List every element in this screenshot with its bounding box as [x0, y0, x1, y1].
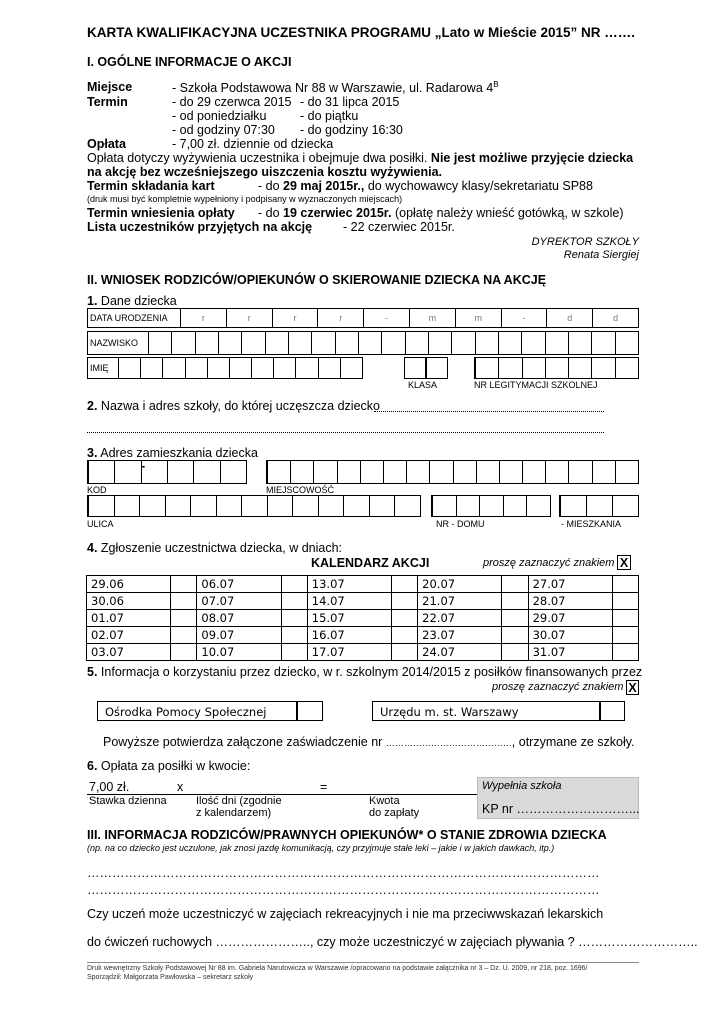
- miejsce-value: - Szkoła Podstawowa Nr 88 w Warszawie, ul. Radarowa $4^B$: [172, 80, 499, 96]
- postal-code-cell[interactable]: [220, 461, 246, 483]
- calendar-checkbox[interactable]: [171, 610, 197, 627]
- student-id-cell[interactable]: [615, 358, 638, 378]
- street-cell[interactable]: [394, 496, 420, 516]
- calendar-checkbox[interactable]: [391, 644, 417, 661]
- house-number-row[interactable]: [431, 495, 551, 517]
- birth-date-cell[interactable]: r: [226, 309, 272, 327]
- first-name-cell[interactable]: [340, 358, 362, 378]
- class-box-2[interactable]: [426, 357, 448, 379]
- school-address-line[interactable]: [87, 432, 604, 433]
- city-cell[interactable]: [615, 461, 638, 483]
- apartment-cell[interactable]: [586, 496, 612, 516]
- first-name-cell[interactable]: [140, 358, 162, 378]
- student-id-cell[interactable]: [568, 358, 591, 378]
- surname-cell[interactable]: [335, 332, 358, 354]
- surname-cell[interactable]: [358, 332, 381, 354]
- birth-date-cell[interactable]: -: [363, 309, 409, 327]
- termin-from-date: - do 29 czerwca 2015: [172, 95, 292, 109]
- calendar-checkbox[interactable]: [171, 576, 197, 593]
- surname-cell[interactable]: [265, 332, 288, 354]
- calendar-date: 07.07: [197, 593, 281, 610]
- postal-code-cell[interactable]: [88, 461, 114, 483]
- q6-label: 6. Opłata za posiłki w kwocie:: [87, 759, 251, 773]
- city-cell[interactable]: [476, 461, 499, 483]
- termin-to-day: - do piątku: [300, 109, 359, 123]
- termin-to-date: - do 31 lipca 2015: [300, 95, 400, 109]
- footer-divider: [87, 962, 639, 963]
- first-name-cell[interactable]: [318, 358, 340, 378]
- surname-row[interactable]: [87, 331, 639, 355]
- calendar-date: 01.07: [87, 610, 171, 627]
- oplata-note-2: na akcję bez wcześniejszego uiszczenia kosztu wyżywienia.: [87, 165, 442, 179]
- surname-cell[interactable]: [195, 332, 218, 354]
- city-cell[interactable]: [406, 461, 429, 483]
- city-cell[interactable]: [360, 461, 383, 483]
- surname-cell[interactable]: [218, 332, 241, 354]
- equals-sign: =: [320, 780, 328, 794]
- surname-cell[interactable]: [241, 332, 264, 354]
- postal-code-row[interactable]: [87, 460, 247, 484]
- class-box-1[interactable]: [404, 357, 426, 379]
- first-name-cell[interactable]: [295, 358, 317, 378]
- certificate-number-field[interactable]: ……………………………………: [385, 738, 512, 748]
- first-name-cell[interactable]: [273, 358, 295, 378]
- apartment-row[interactable]: [559, 495, 639, 517]
- daily-rate-value: 7,00 zł.: [89, 780, 130, 794]
- calendar-checkbox[interactable]: [171, 644, 197, 661]
- termin-oplaty-label: Termin wniesienia opłaty: [87, 206, 235, 220]
- surname-label: NAZWISKO: [90, 338, 139, 348]
- surname-cell[interactable]: [171, 332, 194, 354]
- calendar-checkbox[interactable]: [612, 576, 638, 593]
- surname-cell[interactable]: [405, 332, 428, 354]
- calendar-date: 22.07: [418, 610, 502, 627]
- postal-code-dash: -: [141, 459, 146, 473]
- calendar-checkbox[interactable]: [281, 610, 307, 627]
- student-id-cell[interactable]: [545, 358, 568, 378]
- calendar-checkbox[interactable]: [391, 576, 417, 593]
- surname-cell[interactable]: [615, 332, 638, 354]
- health-info-line-2[interactable]: ……………………………………………………………………………………………………………: [87, 883, 600, 897]
- calendar-date: 30.07: [528, 627, 612, 644]
- street-cell[interactable]: [343, 496, 369, 516]
- karta-note: (druk musi być kompletnie wypełniony i podpisany w wyznaczonych miejscach): [87, 194, 403, 204]
- lista-value: - 22 czerwiec 2015r.: [343, 220, 455, 234]
- lista-label: Lista uczestników przyjętych na akcję: [87, 220, 313, 234]
- city-cell[interactable]: [522, 461, 545, 483]
- calendar-date: 28.07: [528, 593, 612, 610]
- city-cell[interactable]: [499, 461, 522, 483]
- q5-mark-hint: proszę zaznaczyć znakiem: [492, 681, 624, 693]
- calendar-date: 31.07: [528, 644, 612, 661]
- q3-label: 3. Adres zamieszkania dziecka: [87, 446, 258, 460]
- street-cell[interactable]: [88, 496, 114, 516]
- calendar-row: [87, 644, 639, 661]
- surname-cell[interactable]: [591, 332, 614, 354]
- house-number-cell[interactable]: [479, 496, 503, 516]
- calendar-date: 08.07: [197, 610, 281, 627]
- first-name-cell[interactable]: [162, 358, 184, 378]
- city-cell[interactable]: [568, 461, 591, 483]
- calendar-date: 21.07: [418, 593, 502, 610]
- calendar-table: [86, 575, 639, 661]
- calendar-date: 13.07: [307, 576, 391, 593]
- certificate-line: Powyższe potwierdza załączone zaświadczenie nr ……………………………………, otrzymane ze szkoły.: [103, 735, 635, 749]
- termin-to-hour: - do godziny 16:30: [300, 123, 403, 137]
- calendar-date: 29.06: [87, 576, 171, 593]
- calendar-date: 17.07: [307, 644, 391, 661]
- miejsce-label: Miejsce: [87, 80, 133, 94]
- city-cell[interactable]: [545, 461, 568, 483]
- ops-option: [97, 701, 297, 721]
- calendar-checkbox[interactable]: [391, 593, 417, 610]
- house-number-cell[interactable]: [432, 496, 456, 516]
- q4-label: 4. Zgłoszenie uczestnictwa dziecka, w dniach:: [87, 541, 343, 555]
- receipt-number: KP nr ………………………...: [482, 802, 640, 816]
- termin-from-day: - od poniedziałku: [172, 109, 267, 123]
- birth-date-cell[interactable]: r: [272, 309, 318, 327]
- calendar-date: 02.07: [87, 627, 171, 644]
- termin-label: Termin: [87, 95, 128, 109]
- calendar-row: [87, 627, 639, 644]
- exercise-question-2: do ćwiczeń ruchowych ………………….., czy może uczestniczyć w zajęciach pływania ? ………………………..: [87, 935, 698, 949]
- birth-date-cell[interactable]: r: [317, 309, 363, 327]
- calendar-date: 06.07: [197, 576, 281, 593]
- school-fill-label: Wypełnia szkoła: [482, 780, 562, 792]
- student-id-cell[interactable]: [522, 358, 545, 378]
- dyrektor-title: DYREKTOR SZKOŁY: [531, 236, 639, 248]
- urzad-checkbox[interactable]: [600, 701, 625, 721]
- surname-cell[interactable]: [521, 332, 544, 354]
- student-id-cell[interactable]: [475, 358, 498, 378]
- calendar-checkbox[interactable]: [612, 610, 638, 627]
- dyrektor-name: Renata Siergiej: [563, 249, 639, 261]
- birth-date-cell[interactable]: r: [180, 309, 226, 327]
- first-name-cell[interactable]: [185, 358, 207, 378]
- first-name-cell[interactable]: [229, 358, 251, 378]
- city-cell[interactable]: [453, 461, 476, 483]
- birth-date-label: DATA URODZENIA: [90, 313, 168, 323]
- city-cell[interactable]: [592, 461, 615, 483]
- termin-from-hour: - od godziny 07:30: [172, 123, 275, 137]
- school-fill-box: [477, 777, 639, 819]
- first-name-cell[interactable]: [118, 358, 140, 378]
- section-3-note: (np. na co dziecko jest uczulone, jak znosi jazdę komunikacją, czy przyjmuje stałe leki – jakie i w jakich dawkach, itp.): [87, 843, 555, 853]
- calendar-x-mark: X: [617, 555, 631, 570]
- calendar-date: 10.07: [197, 644, 281, 661]
- calendar-checkbox[interactable]: [502, 593, 528, 610]
- apartment-cell[interactable]: [560, 496, 586, 516]
- termin-kart-row: Termin składania kart: [87, 179, 215, 193]
- section-3-heading: III. INFORMACJA RODZICÓW/PRAWNYCH OPIEKUNÓW* O STANIE ZDROWIA DZIECKA: [87, 828, 607, 842]
- ops-checkbox[interactable]: [297, 701, 323, 721]
- surname-cell[interactable]: [568, 332, 591, 354]
- calendar-checkbox[interactable]: [281, 593, 307, 610]
- oplata-note-1: Opłata dotyczy wyżywienia uczestnika i obejmuje dwa posiłki. Nie jest możliwe przyjęcie dziecka: [87, 151, 634, 165]
- days-count-label-1: Ilość dni (zgodnie: [196, 795, 282, 807]
- calendar-row: [87, 610, 639, 627]
- first-name-cell[interactable]: [207, 358, 229, 378]
- apartment-cell[interactable]: [612, 496, 638, 516]
- student-id-cell[interactable]: [591, 358, 614, 378]
- city-row[interactable]: [266, 460, 639, 484]
- calendar-checkbox[interactable]: [612, 627, 638, 644]
- calendar-checkbox[interactable]: [171, 627, 197, 644]
- total-label-1: Kwota: [369, 795, 400, 807]
- calendar-checkbox[interactable]: [281, 644, 307, 661]
- oplata-label: Opłata: [87, 137, 126, 151]
- section-1-heading: I. OGÓLNE INFORMACJE O AKCJI: [87, 55, 292, 69]
- street-cell[interactable]: [114, 496, 140, 516]
- surname-cell[interactable]: [498, 332, 521, 354]
- city-label: MIEJSCOWOŚĆ: [266, 485, 335, 495]
- city-cell[interactable]: [313, 461, 336, 483]
- calendar-date: 09.07: [197, 627, 281, 644]
- health-info-line-1[interactable]: ……………………………………………………………………………………………………………: [87, 866, 600, 880]
- city-cell[interactable]: [290, 461, 313, 483]
- calendar-date: 27.07: [528, 576, 612, 593]
- street-label: ULICA: [87, 519, 114, 529]
- q2-label: 2. Nazwa i adres szkoły, do której uczęszcza dziecko: [87, 399, 380, 413]
- street-cell[interactable]: [241, 496, 267, 516]
- calendar-date: 20.07: [418, 576, 502, 593]
- calendar-checkbox[interactable]: [502, 576, 528, 593]
- urzad-label: Urzędu m. st. Warszawy: [380, 705, 519, 719]
- total-label-2: do zapłaty: [369, 807, 420, 819]
- footer-line-2: Sporządził: Małgorzata Pawłowska – sekretarz szkoły: [87, 974, 254, 981]
- city-cell[interactable]: [383, 461, 406, 483]
- student-id-cell[interactable]: [498, 358, 521, 378]
- ops-label: Ośrodka Pomocy Społecznej: [105, 705, 267, 719]
- calendar-checkbox[interactable]: [391, 610, 417, 627]
- calendar-checkbox[interactable]: [171, 593, 197, 610]
- multiply-sign: x: [177, 780, 184, 794]
- exercise-question-1: Czy uczeń może uczestniczyć w zajęciach rekreacyjnych i nie ma przeciwwskazań lekarskich: [87, 907, 604, 921]
- postal-code-cell[interactable]: [114, 461, 140, 483]
- surname-cell[interactable]: [311, 332, 334, 354]
- street-cell[interactable]: [216, 496, 242, 516]
- calendar-checkbox[interactable]: [502, 627, 528, 644]
- calendar-checkbox[interactable]: [502, 610, 528, 627]
- calendar-checkbox[interactable]: [612, 593, 638, 610]
- birth-date-cell[interactable]: m: [455, 309, 501, 327]
- postal-code-cell[interactable]: [193, 461, 219, 483]
- birth-date-row: [87, 308, 639, 328]
- calendar-date: 14.07: [307, 593, 391, 610]
- street-cell[interactable]: [292, 496, 318, 516]
- calendar-row: [87, 576, 639, 593]
- student-id-label: NR LEGITYMACJI SZKOLNEJ: [474, 380, 598, 390]
- days-count-label-2: z kalendarzem): [196, 807, 272, 819]
- calendar-checkbox[interactable]: [612, 644, 638, 661]
- birth-date-cell[interactable]: d: [592, 309, 638, 327]
- calendar-title: KALENDARZ AKCJI: [311, 556, 430, 570]
- q1-label: 1. Dane dziecka: [87, 294, 177, 308]
- student-id-row[interactable]: [474, 357, 639, 379]
- surname-cell[interactable]: [475, 332, 498, 354]
- calendar-date: 30.06: [87, 593, 171, 610]
- postal-code-label: KOD: [87, 485, 107, 495]
- section-2-heading: II. WNIOSEK RODZICÓW/OPIEKUNÓW O SKIEROWANIE DZIECKA NA AKCJĘ: [87, 273, 547, 287]
- surname-cell[interactable]: [451, 332, 474, 354]
- calendar-checkbox[interactable]: [502, 644, 528, 661]
- calendar-date: 23.07: [418, 627, 502, 644]
- calendar-date: 29.07: [528, 610, 612, 627]
- calendar-mark-hint: proszę zaznaczyć znakiem: [483, 557, 615, 569]
- calendar-date: 03.07: [87, 644, 171, 661]
- school-name-line[interactable]: [374, 411, 604, 412]
- calendar-checkbox[interactable]: [281, 627, 307, 644]
- class-label: KLASA: [408, 380, 438, 390]
- surname-cell[interactable]: [545, 332, 568, 354]
- document-title: KARTA KWALIFIKACYJNA UCZESTNIKA PROGRAMU „Lato w Mieście 2015” NR …….: [87, 25, 636, 40]
- apartment-label: - MIESZKANIA: [561, 519, 622, 529]
- birth-date-cell[interactable]: -: [501, 309, 547, 327]
- calendar-checkbox[interactable]: [391, 627, 417, 644]
- street-cell[interactable]: [267, 496, 293, 516]
- termin-kart-value: - do 29 maj 2015r., do wychowawcy klasy/sekretariatu SP88: [258, 179, 593, 193]
- daily-rate-label: Stawka dzienna: [89, 795, 167, 807]
- house-number-cell[interactable]: [503, 496, 527, 516]
- first-name-row[interactable]: [87, 357, 363, 379]
- calendar-date: 24.07: [418, 644, 502, 661]
- birth-date-cell[interactable]: m: [409, 309, 455, 327]
- oplata-value: - 7,00 zł. dziennie od dziecka: [172, 137, 334, 151]
- street-cell[interactable]: [369, 496, 395, 516]
- q5-x-mark: X: [626, 680, 639, 695]
- street-cell[interactable]: [165, 496, 191, 516]
- birth-date-cell[interactable]: d: [546, 309, 592, 327]
- first-name-label: IMIĘ: [90, 363, 109, 373]
- house-number-label: NR - DOMU: [436, 519, 485, 529]
- footer-line-1: Druk wewnętrzny Szkoły Podstawowej Nr 88 im. Gabriela Narutowicza w Warszawie /opracowano na podstawie załącznika nr 3 – Dz. U. 2009, nr 218, poz. 1696/: [87, 965, 588, 972]
- calendar-checkbox[interactable]: [281, 576, 307, 593]
- surname-cell[interactable]: [428, 332, 451, 354]
- street-row[interactable]: [87, 495, 421, 517]
- calendar-date: 16.07: [307, 627, 391, 644]
- termin-oplaty-value: - do 19 czerwiec 2015r. (opłatę należy wnieść gotówką, w szkole): [258, 206, 624, 220]
- urzad-option: [372, 701, 600, 721]
- surname-cell[interactable]: [381, 332, 404, 354]
- city-cell[interactable]: [337, 461, 360, 483]
- city-cell[interactable]: [267, 461, 290, 483]
- postal-code-cell[interactable]: [167, 461, 193, 483]
- house-number-cell[interactable]: [456, 496, 480, 516]
- first-name-cell[interactable]: [251, 358, 273, 378]
- city-cell[interactable]: [429, 461, 452, 483]
- street-cell[interactable]: [190, 496, 216, 516]
- calendar-date: 15.07: [307, 610, 391, 627]
- house-number-cell[interactable]: [526, 496, 550, 516]
- surname-cell[interactable]: [288, 332, 311, 354]
- surname-cell[interactable]: [148, 332, 171, 354]
- q5-label: 5. Informacja o korzystaniu przez dziecko, w r. szkolnym 2014/2015 z posiłków finansowanych przez: [87, 665, 643, 679]
- calendar-row: [87, 593, 639, 610]
- street-cell[interactable]: [318, 496, 344, 516]
- street-cell[interactable]: [139, 496, 165, 516]
